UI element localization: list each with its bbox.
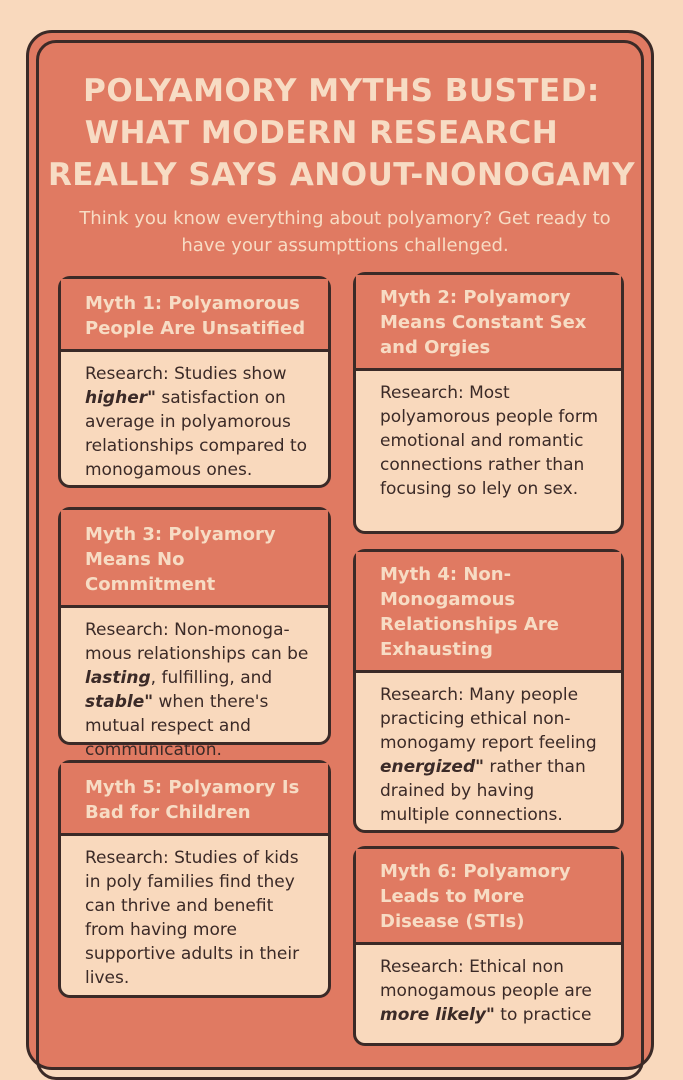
poster-subtitle: Think you know everything about polyamory? Get ready to have your assumpttions challenged.: [79, 208, 611, 256]
myth-heading: Myth 1: Polyamorous People Are Unsatified: [61, 279, 328, 352]
research-emphasis: more likely": [380, 1005, 495, 1025]
research-emphasis: higher": [85, 388, 156, 408]
title-line-1: POLYAMORY MYTHS BUSTED:: [83, 73, 600, 109]
research-text-part: rather than drained by having multiple connections.: [380, 757, 586, 825]
myth-heading: Myth 4: Non-Monogamous Relationships Are Exhausting: [356, 552, 621, 673]
myth-research-text: [356, 673, 621, 837]
research-emphasis: energized": [380, 757, 484, 777]
research-text-part: , fulfilling, and: [150, 668, 273, 688]
poster-title: [0, 70, 683, 196]
research-text-part: Research: Ethical non monogamous people are: [380, 957, 592, 1001]
myth-card-3: [58, 507, 331, 760]
research-text-part: satisfaction on average in polyamorous relationships compared to monogamous ones.: [85, 388, 308, 480]
myth-research-text: [61, 352, 328, 492]
myth-heading: Myth 6: Polyamory Leads to More Disease (STIs): [356, 849, 621, 945]
research-text-part: Research: Non-monoga-mous relationships can be: [85, 620, 309, 664]
title-line-3: REALLY SAYS ANOUT-NONOGAMY: [47, 157, 636, 193]
research-text-part: Research: Studies show: [85, 364, 287, 384]
research-text-part: Research: Many people practicing ethical non-monogamy report feeling: [380, 685, 597, 753]
research-emphasis: lasting: [85, 668, 151, 688]
myth-research-text: Research: Studies of kids in poly families find they can thrive and benefit from having more supportive adults in their lives.: [85, 848, 300, 988]
myth-card-4: [353, 549, 624, 833]
myth-research-text: [61, 608, 328, 772]
myth-heading: Myth 2: Polyamory Means Constant Sex and Orgies: [356, 275, 621, 371]
myth-research-text: [356, 945, 621, 1037]
myth-research-text: Research: Most polyamorous people form emotional and romantic connections rather than focusing so lely on sex.: [380, 383, 599, 499]
myth-heading: Myth 3: Polyamory Means No Commitment: [61, 510, 328, 608]
myth-card-2: [353, 272, 624, 534]
research-text-part: when there's mutual respect and communication.: [85, 692, 269, 760]
myth-card-1: [58, 276, 331, 488]
title-line-2: WHAT MODERN RESEARCH: [84, 115, 559, 151]
research-emphasis: stable": [85, 692, 154, 712]
myth-card-5: [58, 760, 331, 998]
myth-heading: Myth 5: Polyamory Is Bad for Children: [61, 763, 328, 836]
myth-card-6: [353, 846, 624, 1046]
research-text-part: to practice: [494, 1005, 592, 1025]
